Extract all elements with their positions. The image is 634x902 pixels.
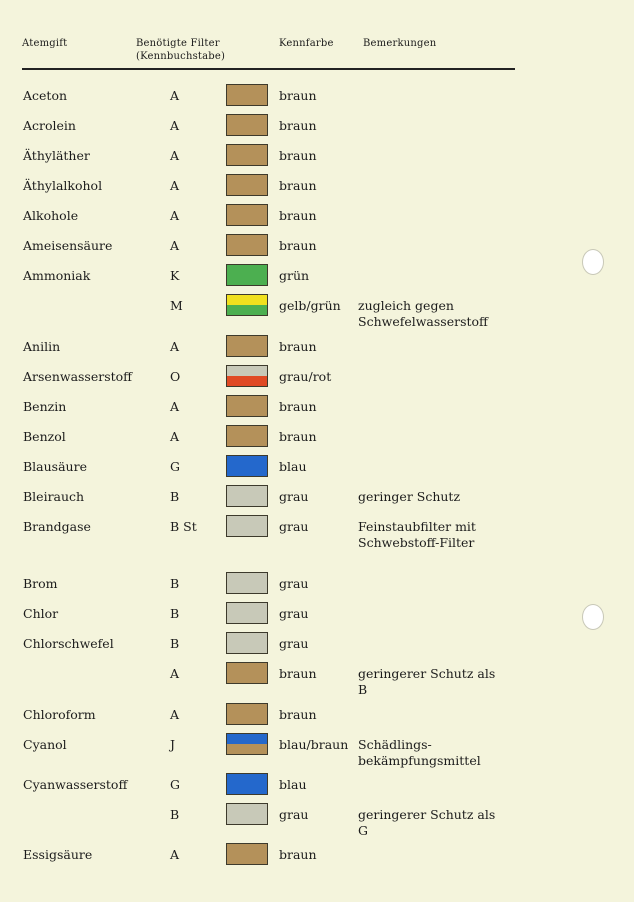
header-filter-line1: Benötigte Filter — [136, 38, 220, 49]
color-band — [227, 456, 267, 476]
remark: Feinstaubfilter mit Schwebstoff-Filter — [358, 519, 476, 550]
color-band — [227, 175, 267, 195]
color-band — [227, 804, 267, 824]
color-band — [227, 704, 267, 724]
substance-name: Ameisensäure — [23, 238, 113, 253]
filter-letter: B St — [170, 519, 197, 534]
substance-name: Brandgase — [23, 519, 91, 534]
color-name: grau — [279, 519, 309, 534]
color-swatch — [226, 843, 268, 865]
filter-letter: A — [170, 847, 180, 862]
color-swatch — [226, 803, 268, 825]
color-band — [227, 744, 267, 754]
color-swatch — [226, 264, 268, 286]
punch-hole-icon — [582, 604, 604, 630]
color-band — [227, 774, 267, 794]
substance-name: Benzin — [23, 399, 67, 414]
filter-letter: J — [170, 737, 176, 752]
color-name: braun — [279, 118, 317, 133]
color-band — [227, 396, 267, 416]
color-swatch — [226, 572, 268, 594]
color-band — [227, 205, 267, 225]
filter-letter: A — [170, 707, 180, 722]
color-name: braun — [279, 178, 317, 193]
table-row — [0, 298, 634, 338]
header-substance: Atemgift — [22, 38, 68, 49]
color-band — [227, 366, 267, 376]
color-band — [227, 734, 267, 744]
color-name: grau/rot — [279, 369, 332, 384]
color-swatch — [226, 773, 268, 795]
table-row — [0, 737, 634, 777]
color-name: braun — [279, 847, 317, 862]
substance-name: Chlorschwefel — [23, 636, 114, 651]
remark: Schädlings-bekämpfungsmittel — [358, 737, 481, 768]
color-band — [227, 85, 267, 105]
substance-name: Bleirauch — [23, 489, 85, 504]
filter-letter: A — [170, 148, 180, 163]
color-swatch — [226, 234, 268, 256]
filter-letter: A — [170, 88, 180, 103]
substance-name: Anilin — [23, 339, 61, 354]
header-color: Kennfarbe — [279, 38, 334, 49]
header-rule — [22, 68, 515, 70]
color-name: grau — [279, 606, 309, 621]
color-swatch — [226, 395, 268, 417]
color-swatch — [226, 204, 268, 226]
color-swatch — [226, 455, 268, 477]
color-swatch — [226, 485, 268, 507]
color-band — [227, 295, 267, 305]
filter-letter: A — [170, 238, 180, 253]
filter-letter: A — [170, 429, 180, 444]
filter-letter: B — [170, 636, 180, 651]
filter-letter: B — [170, 807, 180, 822]
color-swatch — [226, 84, 268, 106]
color-band — [227, 663, 267, 683]
filter-letter: B — [170, 606, 180, 621]
filter-letter: A — [170, 118, 180, 133]
substance-name: Blausäure — [23, 459, 87, 474]
filter-letter: A — [170, 178, 180, 193]
color-band — [227, 145, 267, 165]
color-band — [227, 486, 267, 506]
substance-name: Cyanwasserstoff — [23, 777, 128, 792]
substance-name: Essigsäure — [23, 847, 93, 862]
color-name: braun — [279, 238, 317, 253]
substance-name: Brom — [23, 576, 58, 591]
color-name: grün — [279, 268, 310, 283]
header-notes: Bemerkungen — [363, 38, 437, 49]
filter-letter: G — [170, 459, 180, 474]
color-name: braun — [279, 339, 317, 354]
table-row — [0, 847, 634, 887]
color-name: braun — [279, 429, 317, 444]
color-band — [227, 115, 267, 135]
punch-hole-icon — [582, 249, 604, 275]
color-swatch — [226, 294, 268, 316]
color-name: braun — [279, 666, 317, 681]
substance-name: Acrolein — [23, 118, 76, 133]
table-row — [0, 807, 634, 847]
color-swatch — [226, 602, 268, 624]
color-name: blau/braun — [279, 737, 349, 752]
color-name: braun — [279, 88, 317, 103]
filter-letter: A — [170, 399, 180, 414]
color-name: braun — [279, 208, 317, 223]
substance-name: Äthyläther — [23, 148, 90, 163]
color-swatch — [226, 174, 268, 196]
substance-name: Arsenwasserstoff — [23, 369, 133, 384]
color-swatch — [226, 662, 268, 684]
color-swatch — [226, 703, 268, 725]
color-swatch — [226, 335, 268, 357]
filter-letter: B — [170, 576, 180, 591]
color-band — [227, 603, 267, 623]
table-row — [0, 666, 634, 706]
substance-name: Alkohole — [23, 208, 79, 223]
substance-name: Chloroform — [23, 707, 96, 722]
color-name: braun — [279, 707, 317, 722]
remark: geringerer Schutz als B — [358, 666, 496, 697]
filter-letter: B — [170, 489, 180, 504]
filter-letter: A — [170, 339, 180, 354]
color-name: grau — [279, 489, 309, 504]
remark: zugleich gegen Schwefelwasserstoff — [358, 298, 488, 329]
substance-name: Chlor — [23, 606, 59, 621]
filter-letter: A — [170, 666, 180, 681]
header-filter — [136, 37, 225, 63]
color-swatch — [226, 144, 268, 166]
filter-letter: K — [170, 268, 180, 283]
color-band — [227, 265, 267, 285]
substance-name: Aceton — [23, 88, 68, 103]
color-band — [227, 516, 267, 536]
remark: geringerer Schutz als G — [358, 807, 496, 838]
color-swatch — [226, 515, 268, 537]
substance-name: Cyanol — [23, 737, 67, 752]
table-row — [0, 519, 634, 559]
color-swatch — [226, 114, 268, 136]
substance-name: Ammoniak — [23, 268, 91, 283]
color-name: gelb/grün — [279, 298, 341, 313]
color-band — [227, 844, 267, 864]
color-swatch — [226, 425, 268, 447]
filter-letter: M — [170, 298, 183, 313]
color-name: grau — [279, 636, 309, 651]
filter-letter: O — [170, 369, 181, 384]
color-band — [227, 336, 267, 356]
filter-letter: A — [170, 208, 180, 223]
color-swatch — [226, 733, 268, 755]
substance-name: Benzol — [23, 429, 66, 444]
header-filter-line2: (Kennbuchstabe) — [136, 51, 226, 62]
filter-letter: G — [170, 777, 180, 792]
color-band — [227, 305, 267, 315]
color-name: braun — [279, 399, 317, 414]
substance-name: Äthylalkohol — [23, 178, 103, 193]
color-name: grau — [279, 576, 309, 591]
color-band — [227, 633, 267, 653]
color-band — [227, 376, 267, 386]
color-name: blau — [279, 777, 307, 792]
color-band — [227, 235, 267, 255]
color-name: grau — [279, 807, 309, 822]
color-swatch — [226, 632, 268, 654]
color-name: braun — [279, 148, 317, 163]
color-swatch — [226, 365, 268, 387]
color-band — [227, 573, 267, 593]
color-name: blau — [279, 459, 307, 474]
color-band — [227, 426, 267, 446]
remark: geringer Schutz — [358, 489, 461, 504]
